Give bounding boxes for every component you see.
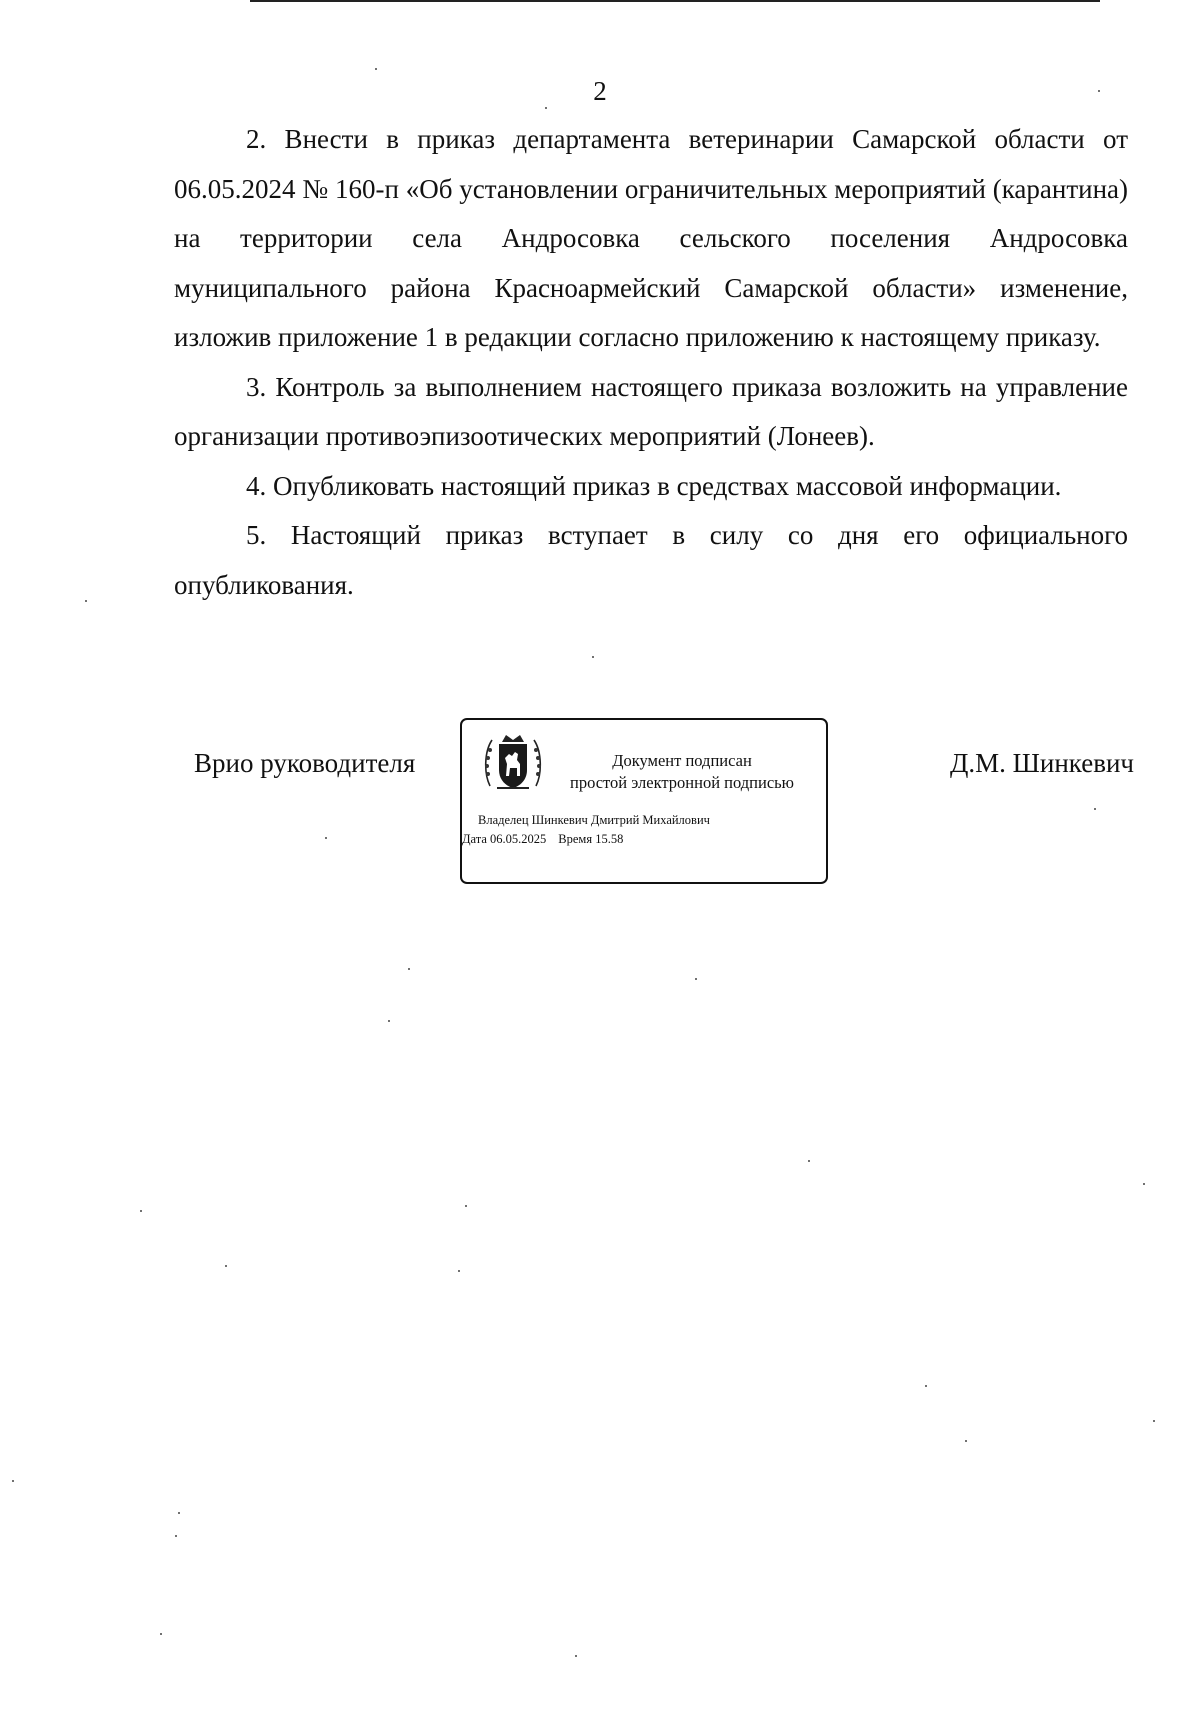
scan-speck — [575, 1655, 577, 1657]
electronic-signature-stamp — [460, 718, 828, 884]
document-body — [174, 115, 1128, 610]
stamp-date: Дата 06.05.2025 — [462, 832, 547, 846]
scan-speck — [388, 1020, 390, 1022]
scan-speck — [925, 1385, 927, 1387]
scan-speck — [325, 837, 327, 839]
scan-speck — [1094, 808, 1096, 810]
paragraph-4: 4. Опубликовать настоящий приказ в средствах массовой информации. — [246, 470, 1062, 501]
stamp-title-line2: простой электронной подписью — [569, 773, 794, 792]
stamp-title-line1: Документ подписан — [612, 751, 752, 770]
scan-speck — [465, 1205, 467, 1207]
stamp-date-row — [462, 832, 623, 847]
scan-speck — [225, 1265, 227, 1267]
stamp-title — [542, 750, 822, 794]
scan-speck — [965, 1440, 967, 1442]
scan-speck — [375, 68, 377, 70]
signatory-name: Д.М. Шинкевич — [949, 748, 1134, 778]
scan-speck — [178, 1512, 180, 1514]
scan-speck — [408, 968, 410, 970]
samara-coat-of-arms-icon — [482, 730, 544, 794]
scan-speck — [545, 107, 547, 109]
stamp-time: Время 15.58 — [558, 832, 624, 846]
scan-speck — [1098, 90, 1100, 92]
scan-speck — [160, 1633, 162, 1635]
scan-speck — [1153, 1420, 1155, 1422]
stamp-owner: Владелец Шинкевич Дмитрий Михайлович — [478, 813, 710, 827]
scan-speck — [175, 1535, 177, 1537]
page-number: 2 — [593, 76, 607, 106]
signature-block — [0, 718, 1200, 888]
scan-speck — [695, 978, 697, 980]
scan-speck — [458, 1270, 460, 1272]
signatory-position: Врио руководителя — [194, 748, 416, 778]
scan-speck — [808, 1160, 810, 1162]
scan-speck — [1143, 1183, 1145, 1185]
paragraph-3: 3. Контроль за выполнением настоящего приказа возложить на управление организации противоэпизоотических мероприятий (Лонеев). — [174, 371, 1128, 451]
top-scan-rule — [250, 0, 1100, 2]
paragraph-2: 2. Внести в приказ департамента ветеринарии Самарской области от 06.05.2024 № 160-п «Об установлении ограничительных мероприятий (карантина) на территории села Андросовка сельского поселения Андросовка муниципального района Красноармейский Самарской области» изменение, изложив приложение 1 в редакции согласно приложению к настоящему приказу. — [174, 124, 1128, 352]
scan-speck — [12, 1480, 14, 1482]
scan-speck — [140, 1210, 142, 1212]
scan-speck — [85, 600, 87, 602]
scan-speck — [592, 656, 594, 658]
paragraph-5: 5. Настоящий приказ вступает в силу со дня его официального опубликования. — [174, 520, 1128, 600]
